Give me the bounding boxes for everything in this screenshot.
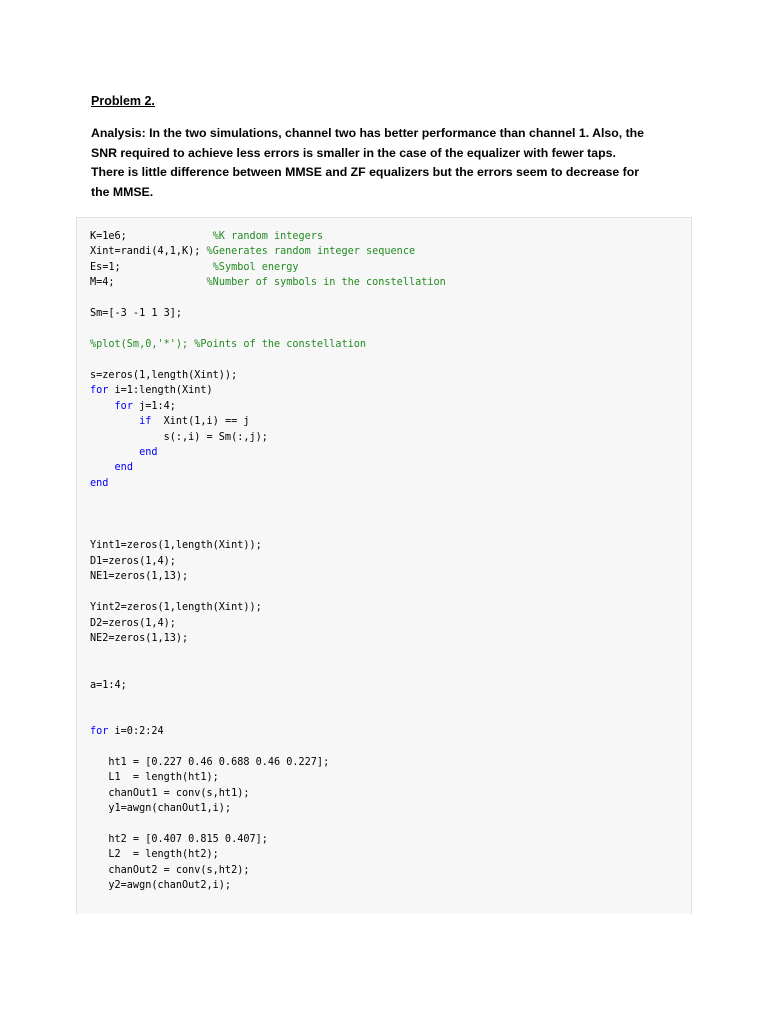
code-line	[90, 864, 249, 877]
code-line	[90, 617, 176, 630]
code-keyword: end	[114, 462, 133, 473]
code-line	[90, 632, 188, 645]
code-line	[90, 369, 237, 382]
code-keyword: if	[139, 416, 152, 427]
code-text: Sm=[-3 -1 1 3];	[90, 308, 183, 319]
code-line	[90, 261, 299, 274]
code-line	[90, 802, 231, 815]
code-text: y1=awgn(chanOut1,i);	[90, 803, 232, 814]
code-text: ht1 = [0.227 0.46 0.688 0.46 0.227];	[90, 757, 330, 768]
code-line	[90, 245, 415, 258]
code-text: Xint=randi(4,1,K);	[90, 246, 207, 257]
code-line	[90, 833, 268, 846]
code-line	[90, 555, 176, 568]
code-line	[90, 307, 182, 320]
code-text: i=0:2:24	[108, 726, 164, 737]
code-line	[90, 431, 268, 444]
code-text: NE2=zeros(1,13);	[90, 633, 189, 644]
code-line	[90, 570, 188, 583]
code-comment: %K random integers	[212, 231, 324, 242]
code-text: s=zeros(1,length(Xint));	[90, 370, 238, 381]
code-text: Yint1=zeros(1,length(Xint));	[90, 540, 262, 551]
code-text: D2=zeros(1,4);	[90, 618, 176, 629]
code-line	[90, 679, 127, 692]
code-comment: %Generates random integer sequence	[206, 246, 416, 257]
analysis-paragraph: Analysis: In the two simulations, channel two has better performance than channel 1. Also, the SNR required to achieve less errors is smaller in the case of the equalizer with fewer taps. There is little difference between MMSE and ZF equalizers but the errors seem to decrease for the MMSE.	[91, 126, 645, 199]
code-text: NE1=zeros(1,13);	[90, 571, 189, 582]
code-line	[90, 848, 219, 861]
code-line	[90, 787, 249, 800]
code-line	[90, 756, 329, 769]
code-keyword: for	[90, 385, 109, 396]
code-line	[90, 539, 262, 552]
code-line	[90, 338, 366, 351]
code-line	[90, 771, 219, 784]
code-keyword: for	[114, 401, 133, 412]
code-block	[76, 217, 692, 914]
code-line	[90, 461, 133, 474]
code-text: D1=zeros(1,4);	[90, 556, 176, 567]
code-line	[90, 230, 323, 243]
code-line	[90, 725, 164, 738]
code-line	[90, 477, 108, 490]
code-text: L1 = length(ht1);	[90, 772, 219, 783]
code-text: M=4;	[90, 277, 207, 288]
code-text: j=1:4;	[132, 401, 176, 412]
code-keyword: end	[90, 478, 109, 489]
code-comment: %plot(Sm,0,'*'); %Points of the constellation	[90, 339, 367, 350]
code-keyword: end	[139, 447, 158, 458]
code-indent	[90, 447, 139, 458]
code-line	[90, 276, 446, 289]
code-indent	[90, 462, 115, 473]
code-text: s(:,i) = Sm(:,j);	[90, 432, 268, 443]
code-line	[90, 400, 176, 413]
code-indent	[90, 416, 139, 427]
code-text: Xint(1,i) == j	[151, 416, 250, 427]
code-keyword: for	[90, 726, 109, 737]
code-text: chanOut2 = conv(s,ht2);	[90, 865, 250, 876]
code-line	[90, 384, 213, 397]
code-text: L2 = length(ht2);	[90, 849, 219, 860]
code-text: ht2 = [0.407 0.815 0.407];	[90, 834, 268, 845]
code-indent	[90, 401, 115, 412]
code-line	[90, 446, 157, 459]
problem-heading: Problem 2.	[91, 94, 155, 108]
code-text: i=1:length(Xint)	[108, 385, 213, 396]
code-comment: %Symbol energy	[212, 262, 299, 273]
code-text: a=1:4;	[90, 680, 127, 691]
code-line	[90, 601, 262, 614]
code-line	[90, 879, 231, 892]
code-text: Yint2=zeros(1,length(Xint));	[90, 602, 262, 613]
code-text: Es=1;	[90, 262, 213, 273]
code-line	[90, 415, 250, 428]
code-text: chanOut1 = conv(s,ht1);	[90, 788, 250, 799]
code-text: y2=awgn(chanOut2,i);	[90, 880, 232, 891]
code-text: K=1e6;	[90, 231, 213, 242]
code-comment: %Number of symbols in the constellation	[206, 277, 446, 288]
